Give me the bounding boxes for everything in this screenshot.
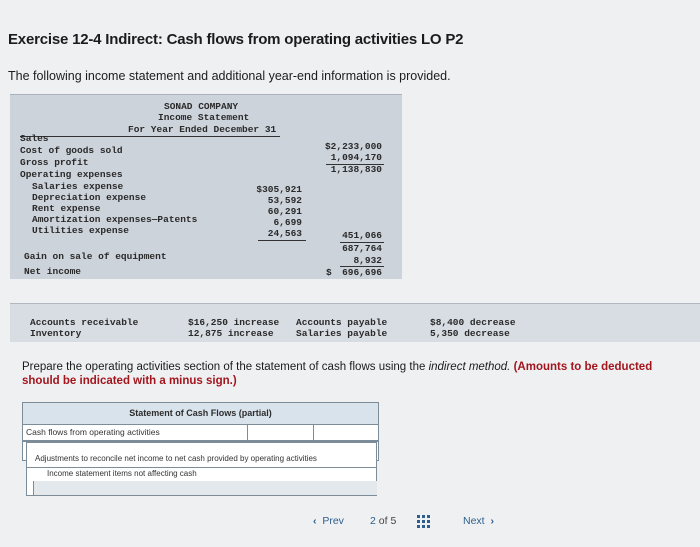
next-button[interactable] [463, 515, 494, 527]
adjustment-input-row[interactable] [26, 481, 377, 496]
page-current: 2 [370, 515, 376, 527]
not-affecting-cash-label: Income statement items not affecting cash [47, 469, 197, 478]
rent-label: Rent expense [32, 203, 101, 214]
net-income-dollar: $ [326, 267, 332, 278]
sales-value: $2,233,000 [324, 141, 382, 152]
column-divider [247, 425, 248, 440]
instructions-method: indirect method. [428, 361, 511, 373]
chevron-left-icon: ‹ [313, 515, 317, 527]
sp-value: 5,350 decrease [430, 328, 510, 339]
exercise-title: Exercise 12-4 Indirect: Cash flows from operating activities LO P2 [8, 31, 464, 48]
utilities-value: 24,563 [267, 228, 302, 239]
cogs-value: 1,094,170 [330, 152, 382, 163]
total-opex-value: 451,066 [342, 230, 382, 241]
page-indicator [370, 515, 396, 527]
gross-value: 1,138,830 [330, 164, 382, 175]
amort-label: Amortization expenses—Patents [32, 214, 198, 225]
rent-value: 60,291 [267, 206, 302, 217]
company-name: SONAD COMPANY [164, 101, 239, 112]
operating-activities-row [22, 424, 379, 441]
net-income-value: 696,696 [342, 267, 382, 278]
salaries-value: $305,921 [256, 184, 302, 195]
adjustment-input-field[interactable] [33, 481, 377, 495]
column-divider [313, 425, 314, 440]
prev-label: Prev [322, 515, 344, 527]
adj-mid-rule [27, 467, 376, 468]
salaries-label: Salaries expense [32, 181, 124, 192]
depreciation-label: Depreciation expense [32, 192, 147, 203]
ap-value: $8,400 decrease [430, 317, 516, 328]
inventory-label: Inventory [30, 328, 82, 339]
adjustments-box [26, 441, 377, 483]
ar-label: Accounts receivable [30, 317, 139, 328]
statement-period: For Year Ended December 31 [128, 124, 277, 135]
sp-label: Salaries payable [296, 328, 388, 339]
sales-label: Sales [20, 133, 49, 144]
subtotal-value: 687,764 [342, 243, 382, 254]
chevron-right-icon: › [490, 515, 494, 527]
inventory-value: 12,875 increase [188, 328, 274, 339]
header-rule [20, 136, 280, 137]
net-income-label: Net income [24, 266, 82, 277]
amort-value: 6,699 [273, 217, 302, 228]
expenses-rule [258, 240, 306, 241]
statement-header: Statement of Cash Flows (partial) [22, 402, 379, 424]
year-end-changes-panel [10, 303, 700, 342]
ap-label: Accounts payable [296, 317, 388, 328]
instructions-part2: (Amounts to be deducted should be indicated with a minus sign.) [22, 361, 653, 387]
next-label: Next [463, 515, 485, 527]
instructions-part1: Prepare the operating activities section of the statement of cash flows using the [22, 361, 429, 373]
intro-text: The following income statement and additional year-end information is provided. [8, 69, 451, 83]
income-statement-panel [10, 94, 402, 279]
depreciation-value: 53,592 [267, 195, 302, 206]
adj-top-rule [27, 442, 376, 443]
opex-label: Operating expenses [20, 169, 123, 180]
instructions [22, 360, 692, 388]
gross-label: Gross profit [20, 157, 89, 168]
cogs-label: Cost of goods sold [20, 145, 123, 156]
operating-activities-label: Cash flows from operating activities [26, 427, 160, 437]
grid-icon[interactable] [417, 515, 430, 528]
statement-name: Income Statement [158, 112, 250, 123]
prev-button[interactable] [313, 515, 344, 527]
page-of: of 5 [378, 515, 397, 527]
adjustments-label: Adjustments to reconcile net income to net cash provided by operating activities [35, 454, 317, 463]
gain-value: 8,932 [353, 255, 382, 266]
ar-value: $16,250 increase [188, 317, 280, 328]
gain-label: Gain on sale of equipment [24, 251, 167, 262]
utilities-label: Utilities expense [32, 225, 129, 236]
